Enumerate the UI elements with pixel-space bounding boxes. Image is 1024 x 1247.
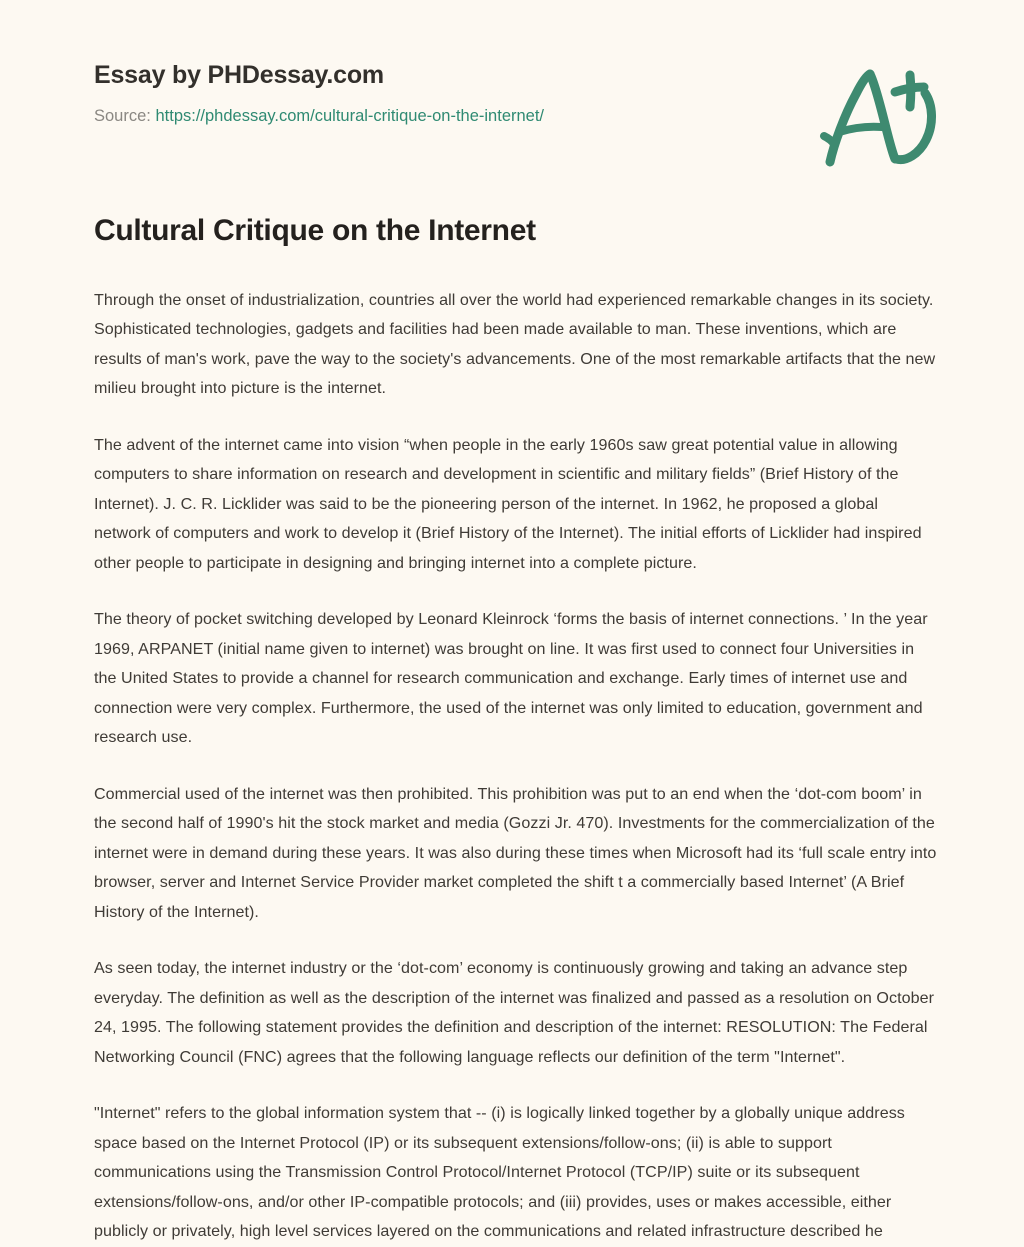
brand-title: Essay by PHDessay.com: [94, 61, 384, 89]
paragraph: As seen today, the internet industry or the ‘dot-com’ economy is continuously growing and taking an advance step everyday. The definition as well as the description of the internet was finalized and passed as a resolution on October 24, 1995. The following statement provides the definition and description of the internet: RESOLUTION: The Federal Networking Council (FNC) agrees that the following language reflects our definition of the term "Internet".: [94, 959, 935, 1066]
page-title: Cultural Critique on the Internet: [94, 214, 536, 247]
a-plus-logo: [812, 58, 948, 173]
paragraph: The theory of pocket switching developed by Leonard Kleinrock ‘forms the basis of internet connections. ’ In the year 1969, ARPANET (initial name given to internet) was brought on line. It was first used to connect four Universities in the United States to provide a channel for research communication and exchange. Early times of internet use and connection were very complex. Furthermore, the used of the internet was only limited to education, government and research use.: [94, 610, 928, 746]
paragraph: Through the onset of industrialization, countries all over the world had experienced remarkable changes in its society. Sophisticated technologies, gadgets and facilities had been made available to man. These inventions, which are results of man's work, pave the way to the society's advancements. One of the most remarkable artifacts that the new milieu brought into picture is the internet.: [94, 290, 936, 397]
source-url-link[interactable]: https://phdessay.com/cultural-critique-on-the-internet/: [155, 107, 545, 125]
site-header: [94, 60, 794, 127]
paragraph: Commercial used of the internet was then prohibited. This prohibition was put to an end when the ‘dot-com boom’ in the second half of 1990's hit the stock market and media (Gozzi Jr. 470). Investments for the commercialization of the internet were in demand during these years. It was also during these times when Microsoft had its ‘full scale entry into browser, server and Internet Service Provider market completed the shift t a commercially based Internet’ (A Brief History of the Internet).: [94, 784, 937, 921]
source-line: [94, 106, 794, 127]
paragraph: "Internet" refers to the global information system that -- (i) is logically linked together by a globally unique address space based on the Internet Protocol (IP) or its subsequent extensions/follow-ons; (ii) is able to support communications using the Transmission Control Protocol/Internet Protocol (TCP/IP) suite or its subsequent extensions/follow-ons, and/or other IP-compatible protocols; and (iii) provides, uses or makes accessible, either publicly or privately, high level services layered on the communications and related infrastructure described he: [94, 1104, 905, 1240]
a-plus-logo-icon: [812, 58, 948, 173]
article-body: [94, 286, 939, 1247]
paragraph: The advent of the internet came into vision “when people in the early 1960s saw great potential value in allowing computers to share information on research and development in scientific and military fields” (Brief History of the Internet). J. C. R. Licklider was said to be the pioneering person of the internet. In 1962, he proposed a global network of computers and work to develop it (Brief History of the Internet). The initial efforts of Licklider had inspired other people to participate in designing and bringing internet into a complete picture.: [94, 435, 922, 572]
article: [94, 212, 939, 1247]
source-label: Source:: [94, 107, 151, 125]
